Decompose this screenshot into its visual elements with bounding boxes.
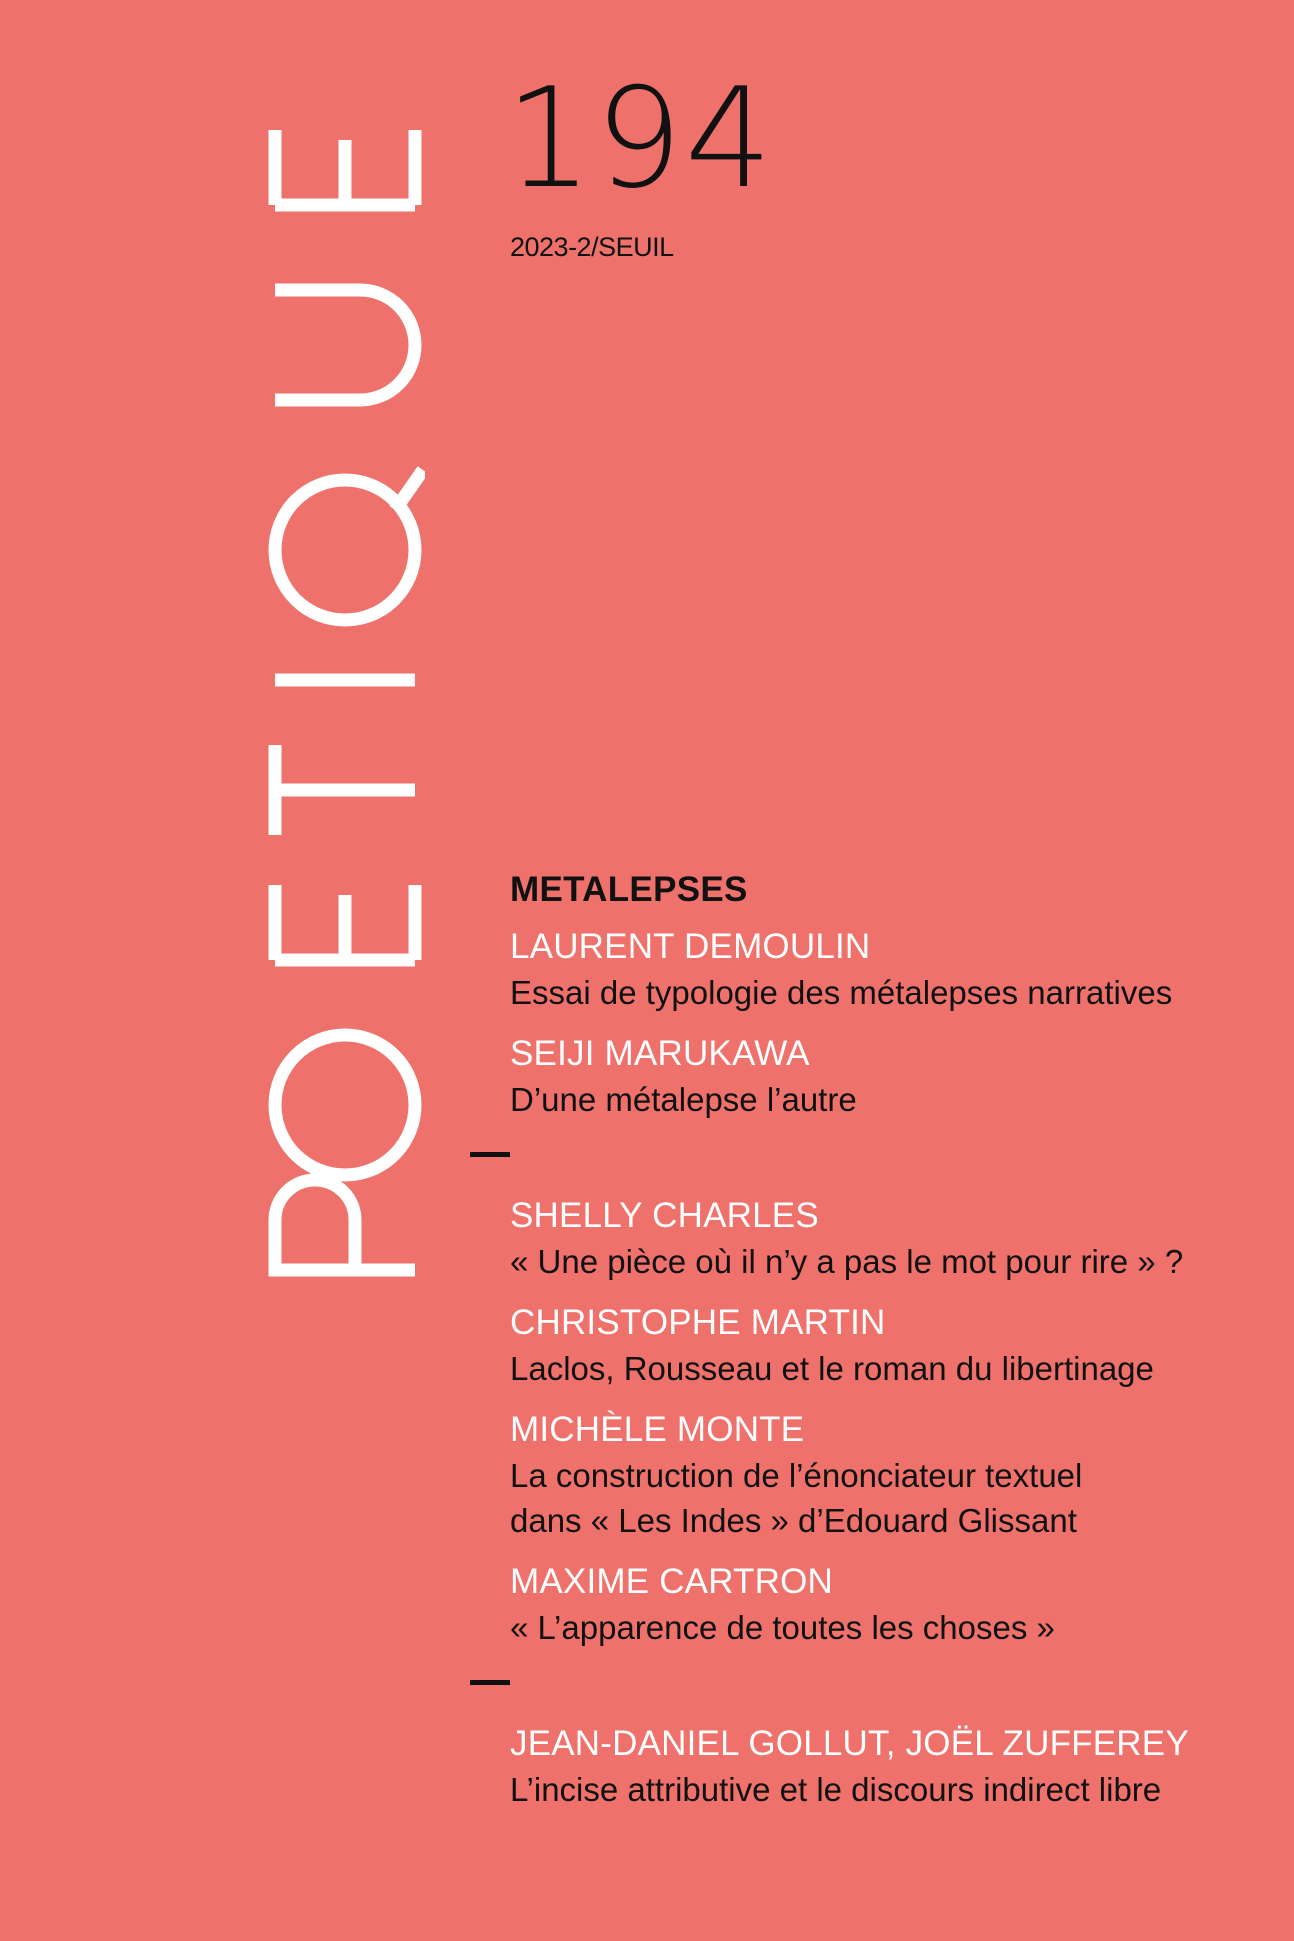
toc-entry	[510, 924, 1270, 1015]
journal-title	[265, 80, 425, 1280]
entry-title: La construction de l’énonciateur textuel	[510, 1457, 1083, 1494]
entry-title: Essai de typologie des métalepses narratives	[510, 974, 1173, 1011]
entry-title-line2: dans « Les Indes » d’Edouard Glissant	[510, 1502, 1077, 1539]
toc-entry	[510, 1559, 1270, 1650]
issue-number: 194	[505, 58, 775, 219]
entry-author: CHRISTOPHE MARTIN	[510, 1303, 886, 1342]
toc-entry	[510, 1300, 1270, 1391]
toc-section	[510, 1721, 1270, 1812]
section-divider	[470, 1680, 510, 1685]
entry-title: L’incise attributive et le discours indirect libre	[510, 1771, 1162, 1808]
issue-theme: METALEPSES	[510, 870, 748, 909]
table-of-contents	[510, 870, 1270, 1828]
entry-title: D’une métalepse l’autre	[510, 1081, 857, 1118]
entry-title: « L’apparence de toutes les choses »	[510, 1609, 1055, 1646]
entry-author: SHELLY CHARLES	[510, 1196, 819, 1235]
toc-entry	[510, 1031, 1270, 1122]
toc-section	[510, 1193, 1270, 1650]
issue-year-publisher: 2023-2/SEUIL	[510, 232, 674, 262]
toc-entry	[510, 1407, 1270, 1543]
journal-title-lettering	[265, 80, 425, 1280]
entry-author: MICHÈLE MONTE	[510, 1410, 805, 1449]
section-divider	[470, 1152, 510, 1157]
toc-entry	[510, 1193, 1270, 1284]
entry-title: « Une pièce où il n’y a pas le mot pour rire » ?	[510, 1243, 1184, 1280]
entry-title: Laclos, Rousseau et le roman du libertinage	[510, 1350, 1154, 1387]
toc-entry	[510, 1721, 1270, 1812]
entry-author: LAURENT DEMOULIN	[510, 927, 871, 966]
entry-author: MAXIME CARTRON	[510, 1562, 834, 1601]
entry-author: SEIJI MARUKAWA	[510, 1034, 810, 1073]
toc-section	[510, 924, 1270, 1122]
entry-author: JEAN-DANIEL GOLLUT, JOËL ZUFFEREY	[510, 1724, 1189, 1763]
